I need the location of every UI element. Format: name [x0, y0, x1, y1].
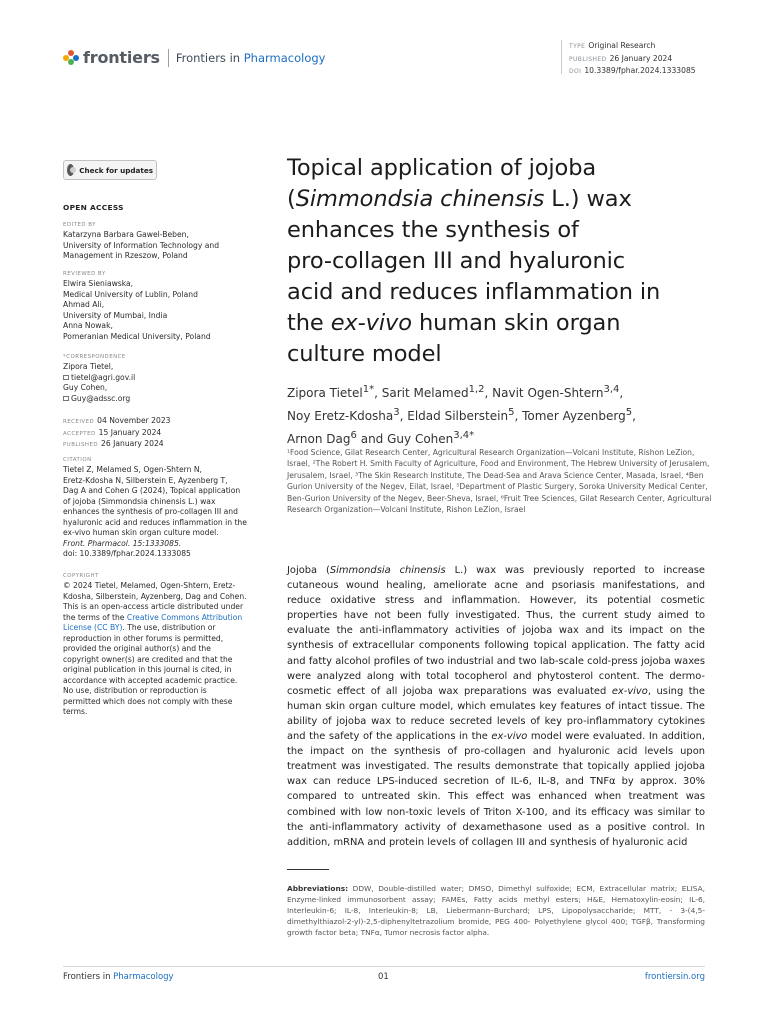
author-name[interactable]: Noy Eretz-Kdosha$^3$ [287, 407, 400, 423]
footer-site-link[interactable]: frontiersin.org [644, 972, 705, 982]
author-name[interactable]: Arnon Dag$^6$ [287, 430, 357, 446]
correspondence-section: *CORRESPONDENCE Zipora Tietel, tietel@agri.gov.il Guy Cohen, Guy@adssc.org [63, 354, 136, 403]
page-number: 01 [378, 972, 389, 982]
footer-journal[interactable]: Frontiers in Pharmacology [63, 972, 174, 982]
email-link[interactable]: Guy@adssc.org [71, 393, 131, 403]
copyright-section: COPYRIGHT © 2024 Tietel, Melamed, Ogen-Shtern, Eretz- Kdosha, Silberstein, Ayzenberg, Dag and Cohen. This is an open-access article distributed under the terms of the Creative Commons Attribution License (CC BY). The use, distribution or reproduction in other forums is permitted, provided the original author(s) and the copyright owner(s) are credited and that the original publication in this journal is cited, in accordance with accepted academic practice. No use, distribution or reproduction is permitted which does not comply with these terms. [63, 573, 247, 716]
open-access-label: OPEN ACCESS [63, 203, 124, 212]
author-list: Zipora Tietel$^{1*}$, Sarit Melamed$^{1,2}$, Navit Ogen-Shtern$^{3,4}$, Noy Eretz-Kdosha$^3$, Eldad Silberstein$^5$, Tomer Ayzenberg$^5$, Arnon Dag$^6$ and Guy Cohen$^{3,4*}$ [287, 384, 636, 446]
affiliations: ¹Food Science, Gilat Research Center, Agricultural Research Organization—Volcani Institute, Rishon LeZion, Israel, ²The Robert H. Smith Faculty of Agriculture, Food and Environment, The Hebrew University of Jerusalem, Jerusalem, Israel, ³The Skin Research Institute, The Dead-Sea and Arava Science Center, Masada, Israel, ⁴Ben Gurion University of the Negev, Eilat, Israel, ⁵Department of Plastic Surgery, Soroka University Medical Center, Ben-Gurion University of the Negev, Beer-Sheva, Israel, ⁶Fruit Tree Sciences, Gilat Research Center, Agricultural Research Organization—Volcani Institute, Rishon LeZion, Israel [287, 448, 712, 515]
published-date: PUBLISHED 26 January 2024 [63, 439, 164, 448]
citation-section: CITATION Tietel Z, Melamed S, Ogen-Shtern N, Eretz-Kdosha N, Silberstein E, Ayzenberg T, Dag A and Cohen G (2024), Topical application of jojoba (Simmondsia chinensis L.) wax enhances the synthesis of pro-collagen III and hyaluronic acid and reduces inflammation in the ex-vivo human skin organ culture model. Front. Pharmacol. 15:1333085. doi: 10.3389/fphar.2024.1333085 [63, 457, 247, 558]
email-icon [63, 396, 69, 401]
footer-divider [63, 966, 705, 967]
frontiers-logo-icon [63, 50, 79, 66]
email-icon [63, 375, 69, 380]
author-name[interactable]: Navit Ogen-Shtern$^{3,4}$ [492, 384, 620, 400]
author-name[interactable]: Tomer Ayzenberg$^5$ [522, 407, 633, 423]
edited-by-section: EDITED BY Katarzyna Barbara Gawel-Beben, University of Information Technology and Management in Rzeszow, Poland [63, 222, 220, 260]
abbreviations-footnote: Abbreviations: DDW, Double-distilled water; DMSO, Dimethyl sulfoxide; ECM, Extracellular matrix; ELISA, Enzyme-linked immunosorbent assay; FAMEs, Fatty acids methyl esters; H&E, Hematoxylin-eosin; IL-6, Interleukin-6; IL-8, Interleukin-8; LB, Liebermann–Burchard; LPS, Lipopolysaccharide; MTT, - 3-(4,5-dimethylthiazol-2-yl)-2,5-diphenyltetrazolium bromide, PEG 400- Polyethylene glycol 400; TGFβ, Transforming growth factor beta; TNFα, Tumor necrosis factor alpha. [287, 884, 705, 938]
journal-name[interactable]: Frontiers in Pharmacology [175, 50, 326, 65]
email-link[interactable]: tietel@agri.gov.il [71, 372, 136, 382]
dates-section [63, 416, 263, 451]
article-meta [561, 40, 696, 74]
logo-wordmark: frontiers [83, 48, 160, 67]
author-name[interactable]: Zipora Tietel$^{1*}$ [287, 384, 375, 400]
author-name[interactable]: Sarit Melamed$^{1,2}$ [381, 384, 485, 400]
check-for-updates-button[interactable]: Check for updates [63, 160, 157, 180]
received-date: RECEIVED 04 November 2023 [63, 416, 171, 425]
article-sidebar [63, 160, 263, 716]
article-title: Topical application of jojoba (Simmondsia chinensis L.) wax enhances the synthesis of pro-collagen III and hyaluronic acid and reduces inflammation in the ex-vivo human skin organ culture model [287, 155, 661, 367]
frontiers-logo[interactable] [63, 48, 325, 67]
reviewed-by-section: REVIEWED BY Elwira Sieniawska, Medical University of Lublin, Poland Ahmad Ali, University of Mumbai, India Anna Nowak, Pomeranian Medical University, Poland [63, 271, 211, 341]
accepted-date: ACCEPTED 15 January 2024 [63, 427, 162, 437]
author-name[interactable]: Guy Cohen$^{3,4*}$ [387, 430, 475, 446]
meta-type: TYPE Original Research [569, 41, 656, 50]
author-name[interactable]: Eldad Silberstein$^5$ [407, 407, 515, 423]
logo-divider [168, 49, 169, 67]
footnote-divider [287, 869, 329, 870]
abstract-text: Jojoba (Simmondsia chinensis L.) wax was previously reported to increase cutaneous wound healing, ameliorate acne and psoriasis manifestations, and reduce oxidative stress and inflammation. However, its potential cosmetic properties have not been fully investigated. Thus, the current study aimed to evaluate the anti-inflammatory activities of jojoba wax and its impact on the synthesis of extracellular components following topical application. The fatty acid and fatty alcohol profiles of two industrial and two lab-scale cold-press jojoba waxes were analyzed along with total tocopherol and phytosterol content. The dermo-cosmetic effect of all jojoba wax preparations was evaluated ex-vivo, using the human skin organ culture model, which emulates key features of intact tissue. The ability of jojoba wax to reduce secreted levels of key pro-inflammatory cytokines and the safety of the applications in the ex-vivo model were evaluated. In addition, the impact on the synthesis of pro-collagen and hyaluronic acid levels upon treatment was investigated. The results demonstrate that topically applied jojoba wax can reduce LPS-induced secretion of IL-6, IL-8, and TNFα by approx. 30% compared to untreated skin. This effect was enhanced when treatment was combined with low non-toxic levels of Triton X-100, and its efficacy was similar to the anti-inflammatory activity of dexamethasone used as a positive control. In addition, mRNA and protein levels of collagen III and synthesis of hyaluronic acid [287, 565, 705, 848]
cc-license-link[interactable]: License (CC BY) [63, 623, 123, 632]
check-updates-icon [67, 164, 74, 176]
meta-published: PUBLISHED 26 January 2024 [569, 53, 673, 63]
meta-doi[interactable]: DOI 10.3389/fphar.2024.1333085 [569, 66, 696, 75]
cc-license-link[interactable]: Creative Commons Attribution [126, 612, 243, 622]
